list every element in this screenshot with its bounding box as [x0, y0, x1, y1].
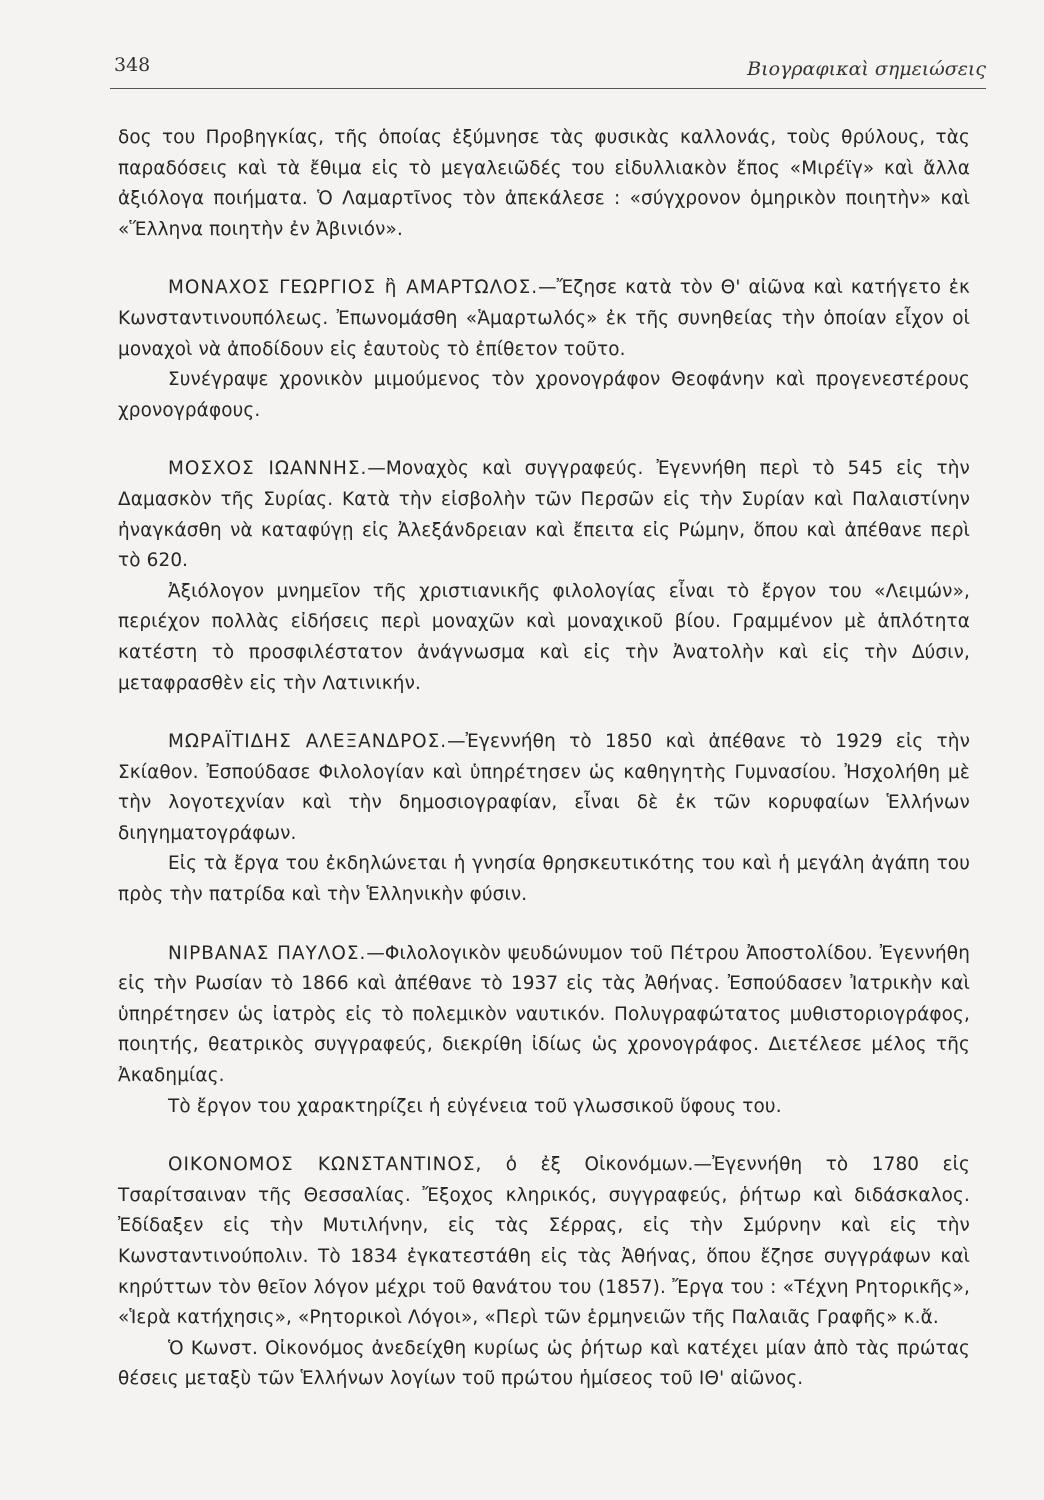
entry-paragraph: Εἰς τὰ ἔργα του ἐκδηλώνεται ἡ γνησία θρησκευτικότης του καὶ ἡ μεγάλη ἀγάπη του πρὸς τὴν πατρίδα καὶ τὴν Ἑλληνικὴν φύσιν.: [118, 853, 970, 906]
entry-text: ὁ ἐξ Οἰκονόμων.—Ἐγεννήθη τὸ 1780 εἰς Τσαρίτσαιναν τῆς Θεσσαλίας. Ἔξοχος κληρικός, συγγραφεύς, ῥήτωρ καὶ διδάσκαλος. Ἐδίδαξεν εἰς τὴν Μυτιλήνην, εἰς τὰς Σέρρας, εἰς τὴν Σμύρνην καὶ εἰς τὴν Κωνσταντινούπολιν. Τὸ 1834 ἐγκατεστάθη εἰς τὰς Ἀθήνας, ὅπου ἔζησε συγγράφων καὶ κηρύττων τὸν θεῖον λόγον μέχρι τοῦ θανάτου του (1857). Ἔργα του : «Τέχνη Ρητορικῆς», «Ἱερὰ κατήχησις», «Ρητορικοὶ Λόγοι», «Περὶ τῶν ἑρμηνειῶν τῆς Παλαιᾶς Γραφῆς» κ.ἄ.: [118, 1154, 970, 1329]
entry-paragraph: [118, 727, 970, 849]
entry-monachos: [118, 273, 970, 426]
entry-paragraph: [118, 273, 970, 365]
header-rule: [110, 88, 986, 89]
entry-name: ΟΙΚΟΝΟΜΟΣ ΚΩΝΣΤΑΝΤΙΝΟΣ,: [168, 1154, 483, 1176]
entry-paragraph: Ὁ Κωνστ. Οἰκονόμος ἀνεδείχθη κυρίως ὡς ῥήτωρ καὶ κατέχει μίαν ἀπὸ τὰς πρώτας θέσεις μεταξὺ τῶν Ἑλλήνων λογίων τοῦ πρώτου ἡμίσεος τοῦ ΙΘ' αἰῶνος.: [118, 1337, 970, 1390]
entry-text: —Φιλολογικὸν ψευδώνυμον τοῦ Πέτρου Ἀποστολίδου. Ἐγεννήθη εἰς τὴν Ρωσίαν τὸ 1866 καὶ ἀπέθανε τὸ 1937 εἰς τὰς Ἀθήνας. Ἐσπούδασεν Ἰατρικὴν καὶ ὑπηρέτησεν ὡς ἰατρὸς εἰς τὸ πολεμικὸν ναυτικόν. Πολυγραφώτατος μυθιστοριογράφος, ποιητής, θεατρικὸς συγγραφεύς, διεκρίθη ἰδίως ὡς χρονογράφος. Διετέλεσε μέλος τῆς Ἀκαδημίας.: [118, 942, 970, 1087]
entry-oikonomos: [118, 1150, 970, 1395]
entry-paragraph: [118, 454, 970, 576]
entry-text: —Ἐγεννήθη τὸ 1850 καὶ ἀπέθανε τὸ 1929 εἰς τὴν Σκίαθον. Ἐσπούδασε Φιλολογίαν καὶ ὑπηρέτησεν ὡς καθηγητὴς Γυμνασίου. Ἠσχολήθη μὲ τὴν λογοτεχνίαν καὶ τὴν δημοσιογραφίαν, εἶναι δὲ ἐκ τῶν κορυφαίων Ἑλλήνων διηγηματογράφων.: [118, 731, 970, 844]
entry-paragraph: Ἀξιόλογον μνημεῖον τῆς χριστιανικῆς φιλολογίας εἶναι τὸ ἔργον του «Λειμών», περιέχον πολλὰς εἰδήσεις περὶ μοναχῶν καὶ μοναχικοῦ βίου. Γραμμένον μὲ ἁπλότητα κατέστη τὸ προσφιλέστατον ἀνάγνωσμα καὶ εἰς τὴν Ἀνατολὴν καὶ εἰς τὴν Δύσιν, μεταφρασθὲν εἰς τὴν Λατινικήν.: [118, 580, 970, 694]
entry-moschos: [118, 454, 970, 699]
page-number: 348: [114, 54, 151, 76]
entry-name: ΜΩΡΑΪΤΙΔΗΣ ΑΛΕΞΑΝΔΡΟΣ.: [168, 731, 448, 753]
entry-paragraph: [118, 939, 970, 1092]
page-header: [110, 50, 986, 90]
entry-paragraph: [118, 1150, 970, 1334]
entry-moraitidis: [118, 727, 970, 911]
entry-paragraph: Τὸ ἔργον του χαρακτηρίζει ἡ εὐγένεια τοῦ γλωσσικοῦ ὕφους του.: [168, 1095, 782, 1117]
entry-paragraph: Συνέγραψε χρονικὸν μιμούμενος τὸν χρονογράφον Θεοφάνην καὶ προγενεστέρους χρονογράφους.: [118, 369, 970, 421]
entry-nirvanas: [118, 939, 970, 1123]
running-title: Βιογραφικαὶ σημειώσεις: [747, 58, 986, 80]
entry-text: —Ἔζησε κατὰ τὸν Θ' αἰῶνα καὶ κατήγετο ἐκ Κωνσταντινουπόλεως. Ἐπωνομάσθη «Ἁμαρτωλός» ἐκ τῆς συνηθείας τὴν ὁποίαν εἶχον οἱ μοναχοὶ νὰ ἀποδίδουν εἰς ἑαυτοὺς τὸ ἐπίθετον τοῦτο.: [118, 277, 970, 360]
entry-name: ΝΙΡΒΑΝΑΣ ΠΑΥΛΟΣ.: [168, 942, 367, 964]
intro-paragraph: δος του Προβηγκίας, τῆς ὁποίας ἐξύμνησε τὰς φυσικὰς καλλονάς, τοὺς θρύλους, τὰς παραδόσεις καὶ τὰ ἔθιμα εἰς τὸ μεγαλειῶδές του εἰδυλλιακὸν ἔπος «Μιρέϊγ» καὶ ἄλλα ἀξιόλογα ποιήματα. Ὁ Λαμαρτῖνος τὸν ἀπεκάλεσε : «σύγχρονον ὁμηρικὸν ποιητὴν» καὶ «Ἕλληνα ποιητὴν ἐν Ἀβινιόν».: [118, 127, 970, 240]
page-body: [118, 123, 970, 1395]
entry-name: ΜΟΝΑΧΟΣ ΓΕΩΡΓΙΟΣ ἢ ΑΜΑΡΤΩΛΟΣ.: [168, 277, 539, 299]
entry-text: —Μοναχὸς καὶ συγγραφεύς. Ἐγεννήθη περὶ τὸ 545 εἰς τὴν Δαμασκὸν τῆς Συρίας. Κατὰ τὴν εἰσβολὴν τῶν Περσῶν εἰς τὴν Συρίαν καὶ Παλαιστίνην ἠναγκάσθη νὰ καταφύγῃ εἰς Ἀλεξάνδρειαν καὶ ἔπειτα εἰς Ρώμην, ὅπου καὶ ἀπέθανε περὶ τὸ 620.: [118, 458, 970, 572]
entry-name: ΜΟΣΧΟΣ ΙΩΑΝΝΗΣ.: [168, 458, 368, 480]
